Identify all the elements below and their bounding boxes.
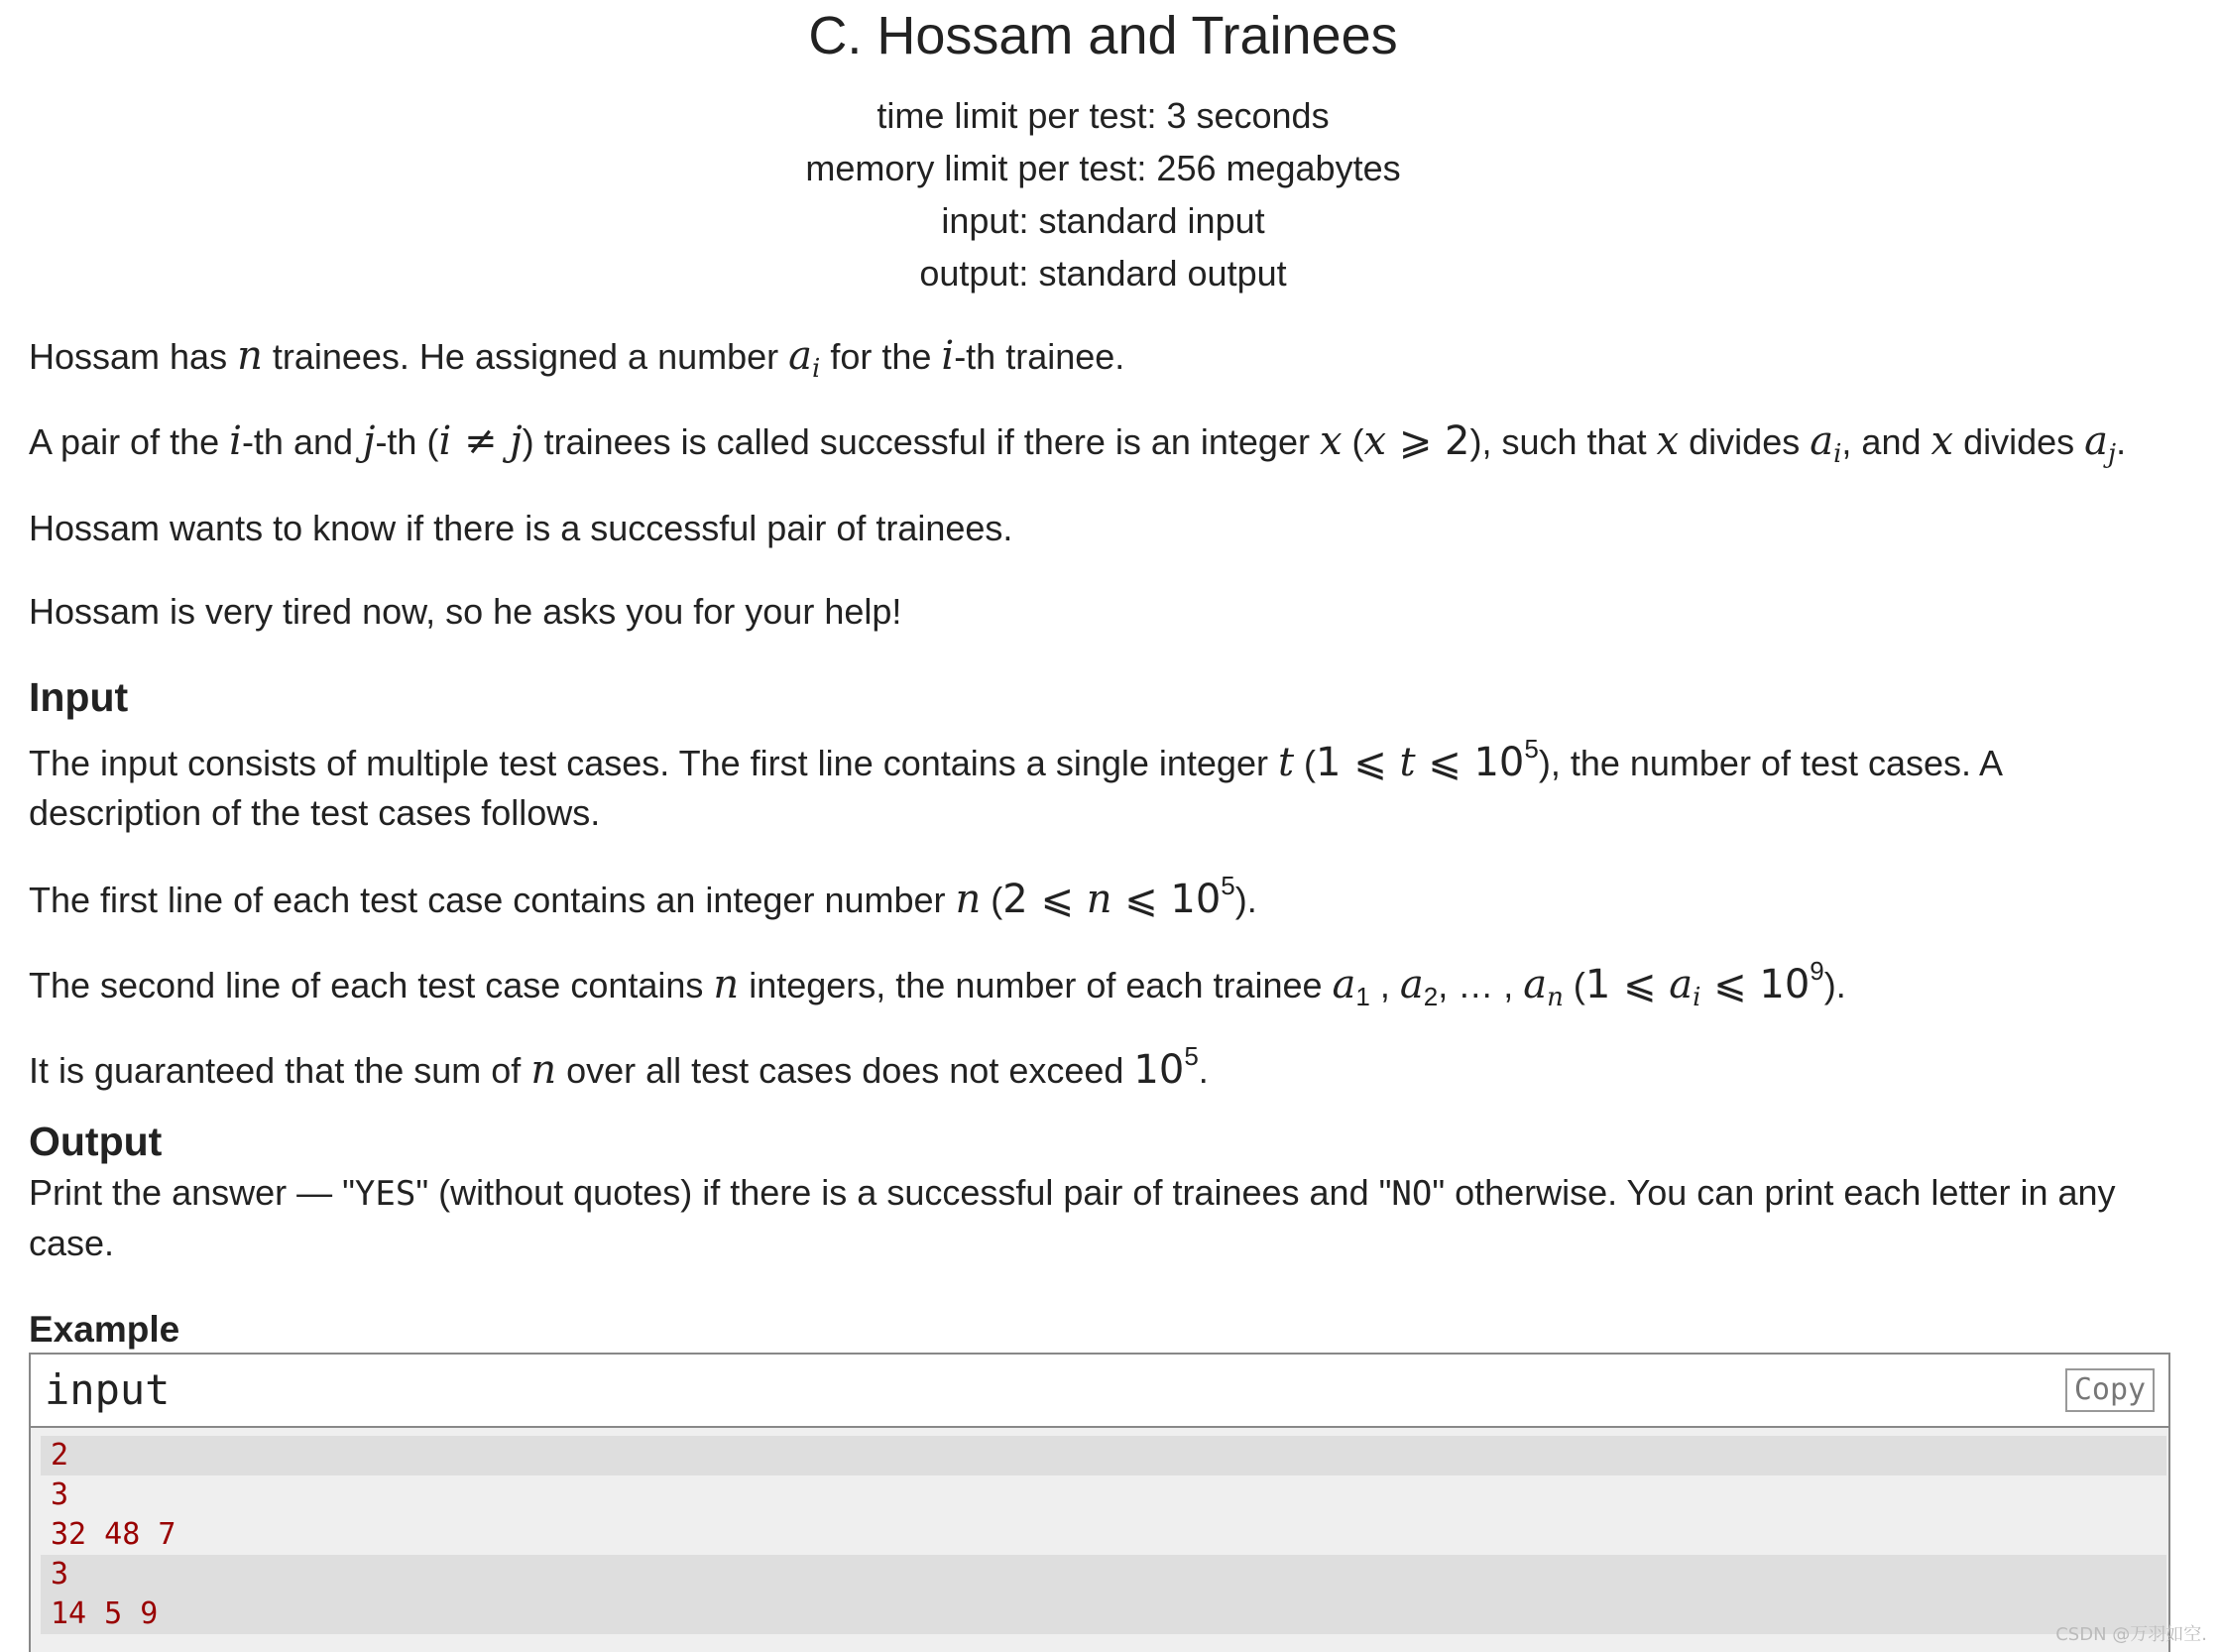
input-paragraph-3: The second line of each test case contains n integers, the number of each trainee $a_1$ , $a_2$, … , $a_n$ (1 ⩽ $a_i$ ⩽ $10^9$). bbox=[29, 956, 1846, 1012]
example-title: Example bbox=[29, 1309, 180, 1350]
input-paragraph-1: The input consists of multiple test cases. The first line contains a single integer t (1 ⩽ t ⩽ $10^5$), the number of test cases. A description of the test cases follows. bbox=[29, 734, 2002, 833]
output-spec: output: standard output bbox=[919, 253, 1287, 294]
problem-title: C. Hossam and Trainees bbox=[808, 6, 1398, 65]
output-section-title: Output bbox=[29, 1119, 163, 1164]
input-section-title: Input bbox=[29, 674, 129, 720]
copy-button[interactable]: Copy bbox=[2065, 1368, 2155, 1412]
example-input-line: 14 5 9 bbox=[41, 1594, 2166, 1634]
example-input-line: 3 bbox=[51, 1477, 69, 1512]
example-input-line: 32 48 7 bbox=[51, 1517, 176, 1552]
statement-paragraph-4: Hossam is very tired now, so he asks you for your help! bbox=[29, 591, 902, 632]
input-paragraph-4: It is guaranteed that the sum of n over all test cases does not exceed $10^5$. bbox=[29, 1041, 1209, 1093]
input-spec: input: standard input bbox=[941, 200, 1265, 241]
statement-paragraph-2: A pair of the i-th and j-th (i ≠ j) trainees is called successful if there is an integer x (x ⩾ 2), such that x divides $a_i$, and x divides $a_j$. bbox=[29, 418, 2127, 469]
watermark: CSDN @万羽如空. bbox=[2055, 1624, 2207, 1645]
example-input-line: 2 bbox=[41, 1436, 2166, 1475]
example-input-header bbox=[31, 1355, 2168, 1428]
example-input-box bbox=[29, 1353, 2170, 1652]
input-paragraph-2: The first line of each test case contains an integer number n (2 ⩽ n ⩽ $10^5$). bbox=[29, 871, 1257, 922]
statement-paragraph-3: Hossam wants to know if there is a successful pair of trainees. bbox=[29, 508, 1013, 548]
time-limit: time limit per test: 3 seconds bbox=[877, 95, 1330, 136]
statement-paragraph-1: Hossam has n trainees. He assigned a number $a_i$ for the i-th trainee. bbox=[29, 333, 1125, 384]
output-paragraph: Print the answer — "YES" (without quotes) if there is a successful pair of trainees and "NO" otherwise. You can print each letter in any case. bbox=[29, 1172, 2116, 1263]
problem-limits bbox=[0, 89, 2206, 299]
example-input-content[interactable] bbox=[31, 1428, 2168, 1652]
memory-limit: memory limit per test: 256 megabytes bbox=[805, 148, 1401, 188]
example-input-line: 3 bbox=[41, 1555, 2166, 1594]
example-input-label: input bbox=[45, 1365, 171, 1414]
